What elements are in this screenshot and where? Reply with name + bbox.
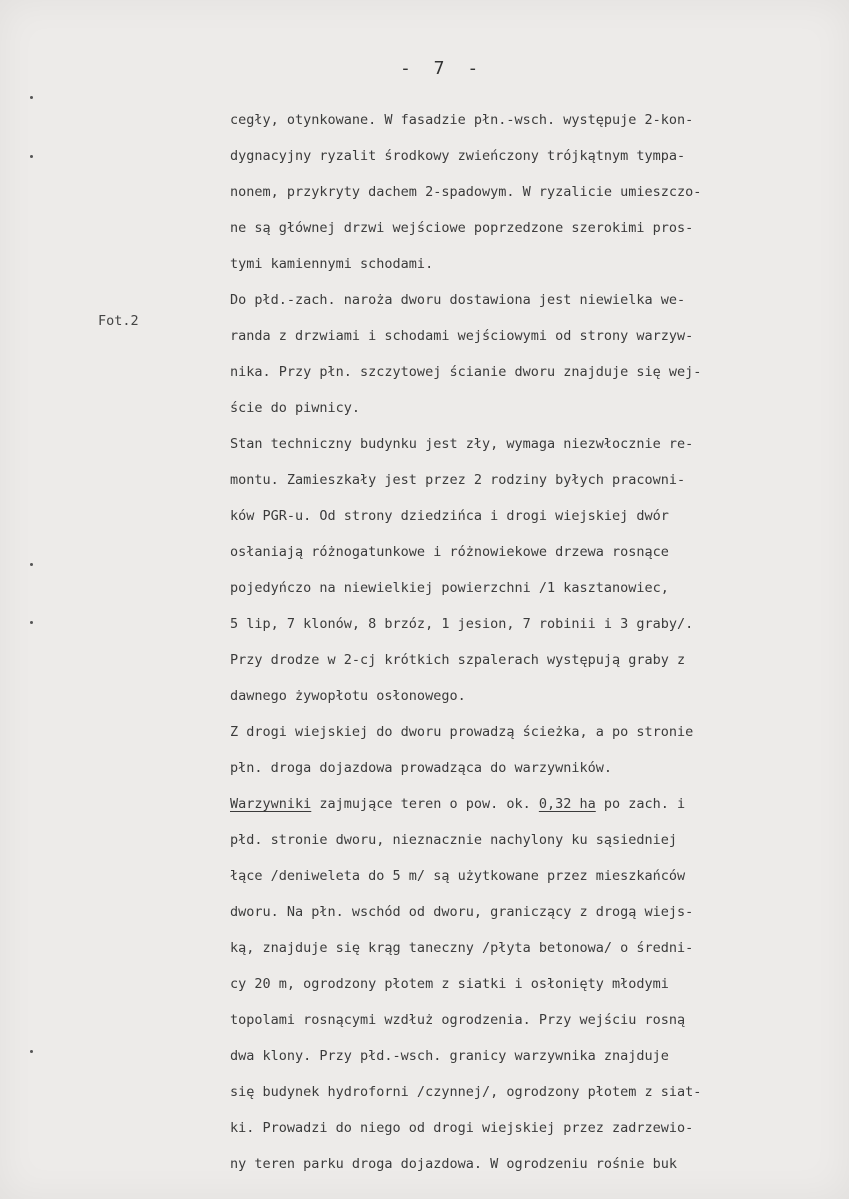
- text-line: cegły, otynkowane. W fasadzie płn.-wsch. występuje 2-kon-: [230, 112, 694, 128]
- text-line: montu. Zamieszkały jest przez 2 rodziny byłych pracowni-: [230, 472, 686, 488]
- underlined-term: Warzywniki: [230, 796, 312, 812]
- text-line: Przy drodze w 2-cj krótkich szpalerach występują graby z: [230, 652, 686, 668]
- text-line: osłaniają różnogatunkowe i różnowiekowe drzewa rosnące: [230, 544, 669, 560]
- text-line: dygnacyjny ryzalit środkowy zwieńczony trójkątnym tympa-: [230, 148, 686, 164]
- text-line: Stan techniczny budynku jest zły, wymaga niezwłocznie re-: [230, 436, 694, 452]
- text-line: płd. stronie dworu, nieznacznie nachylony ku sąsiedniej: [230, 832, 678, 848]
- text-line: ki. Prowadzi do niego od drogi wiejskiej przez zadrzewio-: [230, 1120, 694, 1136]
- text-segment: po zach. i: [595, 796, 686, 812]
- margin-mark: [30, 155, 33, 158]
- margin-note-photo-ref: Fot.2: [98, 313, 139, 329]
- text-line: pojedyńczo na niewielkiej powierzchni /1 kasztanowiec,: [230, 580, 669, 596]
- underlined-area: 0,32 ha: [538, 796, 596, 812]
- margin-mark: [30, 1050, 33, 1053]
- text-line: się budynek hydroforni /czynnej/, ogrodzony płotem z siat-: [230, 1084, 702, 1100]
- margin-mark: [30, 96, 33, 99]
- text-line: dwa klony. Przy płd.-wsch. granicy warzywnika znajduje: [230, 1048, 669, 1064]
- text-line: ków PGR-u. Od strony dziedzińca i drogi wiejskiej dwór: [230, 508, 669, 524]
- text-line: cy 20 m, ogrodzony płotem z siatki i osłonięty młodymi: [230, 976, 669, 992]
- text-line: dawnego żywopłotu osłonowego.: [230, 688, 466, 704]
- text-line: nonem, przykryty dachem 2-spadowym. W ryzalicie umieszczo-: [230, 184, 702, 200]
- text-line: ką, znajduje się krąg taneczny /płyta betonowa/ o średni-: [230, 940, 694, 956]
- text-line: płn. droga dojazdowa prowadząca do warzywników.: [230, 760, 613, 776]
- text-line: Z drogi wiejskiej do dworu prowadzą ścieżka, a po stronie: [230, 724, 694, 740]
- text-line: randa z drzwiami i schodami wejściowymi od strony warzyw-: [230, 328, 694, 344]
- text-line: tymi kamiennymi schodami.: [230, 256, 434, 272]
- text-line: nika. Przy płn. szczytowej ścianie dworu znajduje się wej-: [230, 364, 702, 380]
- text-line: dworu. Na płn. wschód od dworu, graniczący z drogą wiejs-: [230, 904, 694, 920]
- text-line: łące /deniweleta do 5 m/ są użytkowane przez mieszkańców: [230, 868, 686, 884]
- text-line: topolami rosnącymi wzdłuż ogrodzenia. Przy wejściu rosną: [230, 1012, 686, 1028]
- page-number: - 7 -: [400, 58, 485, 79]
- text-line: ne są głównej drzwi wejściowe poprzedzone szerokimi pros-: [230, 220, 694, 236]
- margin-mark: [30, 563, 33, 566]
- margin-mark: [30, 621, 33, 624]
- text-line: 5 lip, 7 klonów, 8 brzóz, 1 jesion, 7 robinii i 3 graby/.: [230, 616, 694, 632]
- text-segment: zajmujące teren o pow. ok.: [311, 796, 539, 812]
- text-line-underlined: [230, 794, 685, 814]
- text-line: Do płd.-zach. naroża dworu dostawiona jest niewielka we-: [230, 292, 686, 308]
- text-line: ny teren parku droga dojazdowa. W ogrodzeniu rośnie buk: [230, 1156, 678, 1172]
- text-line: ście do piwnicy.: [230, 400, 361, 416]
